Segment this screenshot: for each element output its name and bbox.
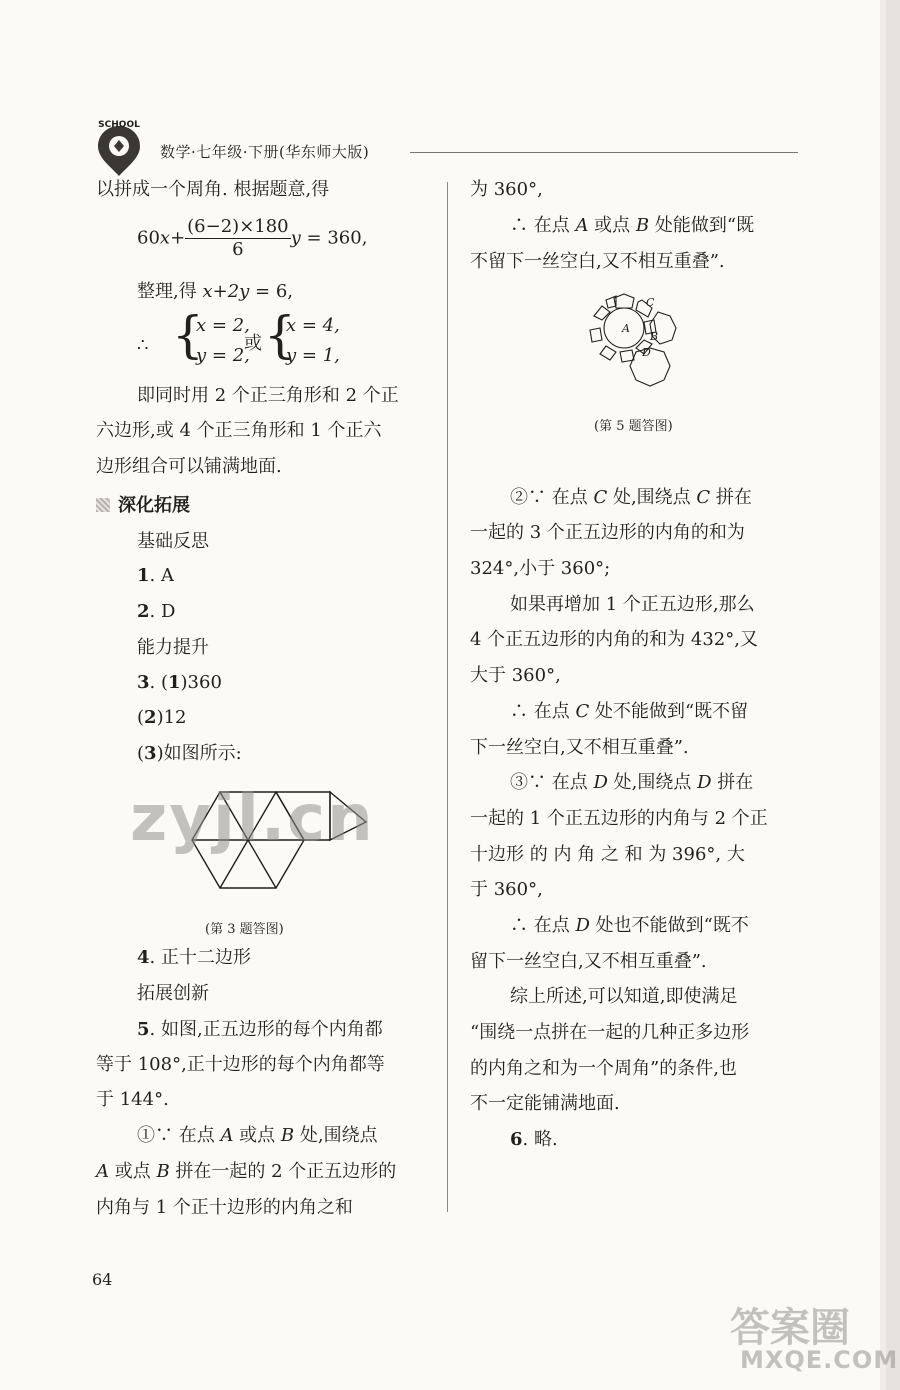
r16-b: 处也不能做到“既不 <box>589 915 749 936</box>
answer-3-num: 3 <box>137 672 150 693</box>
answer-6-num: 6 <box>510 1129 523 1150</box>
right-line-18: 综上所述,可以知道,即使满足 <box>510 986 738 1007</box>
answer-6-text: . 略. <box>522 1129 558 1150</box>
r2-a: ∴ 在点 <box>510 215 576 236</box>
r4-a: ②∵ 在点 <box>510 487 594 508</box>
figure-3-caption: (第 3 题答图) <box>205 922 284 937</box>
answer-2-num: 2 <box>137 601 150 622</box>
var-B-3: B <box>635 215 650 236</box>
subheading-ability: 能力提升 <box>137 637 209 658</box>
school-logo-text: SCHOOL <box>98 120 140 130</box>
answer-4 <box>137 946 251 970</box>
fig5-label-d: D <box>642 346 651 359</box>
watermark-zyjl: zyjl.cn <box>130 782 375 856</box>
var-A-3: A <box>575 215 589 236</box>
system-1-eq-1: x = 2, <box>196 315 250 336</box>
r10-b: 处不能做到“既不留 <box>589 701 749 722</box>
r4-c: 拼在 <box>710 487 752 508</box>
right-line-22 <box>510 1128 558 1152</box>
r4-b: 处,围绕点 <box>607 487 697 508</box>
right-line-11: 下一丝空白,又不相互重叠”. <box>470 737 689 758</box>
right-line-9: 大于 360°, <box>470 665 561 686</box>
a5l4-c: 处,围绕点 <box>294 1125 378 1146</box>
equation-1: 60x+ $\frac{(6-2)\times 180}{6}$ y = 360, <box>137 216 368 260</box>
var-C-2: C <box>696 487 711 508</box>
r2-c: 处能做到“既 <box>649 215 755 236</box>
answer-1-text: . A <box>149 565 174 586</box>
answer-4-num: 4 <box>137 947 150 968</box>
answer-3-2: (2)12 <box>137 707 187 728</box>
var-2y: 2y <box>227 281 250 302</box>
right-line-6: 324°,小于 360°; <box>470 558 611 579</box>
eq-frac-bottom: 6 <box>232 239 244 260</box>
answer-5-line-1 <box>137 1018 383 1042</box>
left-p2: 六边形,或 4 个正三角形和 1 个正六 <box>96 420 382 441</box>
answer-4-text: . 正十二边形 <box>149 947 251 968</box>
answer-2-text: . D <box>149 601 176 622</box>
r12-a: ③∵ 在点 <box>510 772 594 793</box>
answer-3-3-num: 3 <box>144 743 157 764</box>
answer-5-l1: . 如图,正五边形的每个内角都 <box>149 1019 383 1040</box>
var-D-3: D <box>575 915 590 936</box>
var-C: C <box>593 487 608 508</box>
school-logo <box>88 118 150 180</box>
r10-a: ∴ 在点 <box>510 701 576 722</box>
r12-b: 处,围绕点 <box>607 772 698 793</box>
var-A: A <box>220 1125 234 1146</box>
therefore-symbol: ∴ <box>137 335 149 356</box>
left-p3: 边形组合可以铺满地面. <box>96 456 282 477</box>
answer-3-3: (3)如图所示: <box>137 743 242 764</box>
var-D-2: D <box>697 772 712 793</box>
answer-3-1 <box>137 671 222 695</box>
fig5-label-c: C <box>646 296 655 309</box>
a5l5-a: 或点 <box>109 1161 157 1182</box>
right-line-5: 一起的 3 个正五边形的内角的和为 <box>470 522 745 543</box>
section-title: 深化拓展 <box>118 495 190 516</box>
a5l5-b: 拼在一起的 2 个正五边形的 <box>169 1161 397 1182</box>
answer-1 <box>137 564 174 588</box>
var-x-2: x <box>202 281 213 302</box>
system-2-eq-2: y = 1, <box>286 345 340 366</box>
figure-5-caption: (第 5 题答图) <box>594 419 673 434</box>
right-line-10 <box>510 700 748 724</box>
answer-5-line-4 <box>137 1124 378 1148</box>
column-divider <box>447 182 448 1212</box>
answer-5-line-5 <box>96 1160 396 1184</box>
eq-tail: = 360, <box>300 227 368 249</box>
or-word: 或 <box>244 333 262 354</box>
right-line-19: “围绕一点拼在一起的几种正多边形 <box>470 1022 750 1043</box>
fig5-label-a: A <box>622 322 630 335</box>
watermark-daan: 答案圈 <box>730 1305 850 1351</box>
eq-lead: 60 <box>137 227 160 249</box>
var-y: y <box>290 227 301 249</box>
brace-2: { <box>264 306 296 364</box>
right-line-7: 如果再增加 1 个正五边形,那么 <box>510 594 755 615</box>
right-line-3: 不留下一丝空白,又不相互重叠”. <box>470 251 725 272</box>
var-B: B <box>280 1125 295 1146</box>
right-line-21: 不一定能铺满地面. <box>470 1093 620 1114</box>
var-A-2: A <box>96 1161 109 1182</box>
answer-3-1-val: )360 <box>180 672 222 693</box>
brace-1: { <box>172 306 204 364</box>
var-x: x <box>159 227 171 249</box>
right-line-16 <box>510 914 749 938</box>
right-line-12 <box>510 771 753 795</box>
system-1-eq-2: y = 2, <box>196 345 250 366</box>
var-C-3: C <box>575 701 590 722</box>
header-title: 数学·七年级·下册(华东师大版) <box>160 143 370 161</box>
section-marker-icon <box>96 498 110 512</box>
var-D: D <box>593 772 608 793</box>
organize-a: 整理,得 <box>137 281 203 302</box>
right-line-2 <box>510 214 754 238</box>
header-rule <box>410 152 798 153</box>
r2-b: 或点 <box>588 215 636 236</box>
answer-3-2-val: )12 <box>156 707 187 728</box>
answer-3-3-val: )如图所示: <box>156 743 242 764</box>
right-line-17: 留下一丝空白,又不相互重叠”. <box>470 951 707 972</box>
right-line-15: 于 360°, <box>470 879 543 900</box>
answer-5-line-2: 等于 108°,正十边形的每个内角都等 <box>96 1054 385 1075</box>
page-number: 64 <box>92 1270 113 1289</box>
right-line-1: 为 360°, <box>470 179 543 200</box>
answer-1-num: 1 <box>137 565 150 586</box>
answer-3-2-num: 2 <box>144 707 157 728</box>
left-p1: 即同时用 2 个正三角形和 2 个正 <box>137 385 399 406</box>
right-line-8: 4 个正五边形的内角的和为 432°,又 <box>470 629 758 650</box>
answer-5-num: 5 <box>137 1019 150 1040</box>
right-line-4 <box>510 486 752 510</box>
right-line-20: 的内角之和为一个周角”的条件,也 <box>470 1058 737 1079</box>
system-2-eq-1: x = 4, <box>286 315 340 336</box>
watermark-mxqe: MXQE.COM <box>740 1346 899 1374</box>
right-line-13: 一起的 1 个正五边形的内角与 2 个正 <box>470 808 768 829</box>
figure-5-tiling <box>578 290 690 394</box>
eq-fraction <box>185 216 290 261</box>
subheading-basic: 基础反思 <box>137 531 209 552</box>
organize-b: = 6, <box>249 281 294 302</box>
organize-line: 整理,得 x+2y = 6, <box>137 281 294 302</box>
r16-a: ∴ 在点 <box>510 915 576 936</box>
answer-2 <box>137 600 175 624</box>
a5l4-a: ①∵ 在点 <box>137 1125 221 1146</box>
subheading-extension: 拓展创新 <box>137 983 209 1004</box>
left-line-1: 以拼成一个周角. 根据题意,得 <box>96 179 330 200</box>
fig5-label-b: B <box>650 330 659 343</box>
r12-c: 拼在 <box>711 772 754 793</box>
answer-5-line-3: 于 144°. <box>96 1089 169 1110</box>
a5l4-b: 或点 <box>233 1125 281 1146</box>
answer-3-open: . ( <box>149 672 168 693</box>
eq-frac-top: (6−2)×180 <box>187 216 289 237</box>
answer-3-1-num: 1 <box>168 672 181 693</box>
answer-5-line-6: 内角与 1 个正十边形的内角之和 <box>96 1197 353 1218</box>
var-B-2: B <box>156 1161 170 1182</box>
right-line-14: 十边形 的 内 角 之 和 为 396°, 大 <box>470 844 745 865</box>
